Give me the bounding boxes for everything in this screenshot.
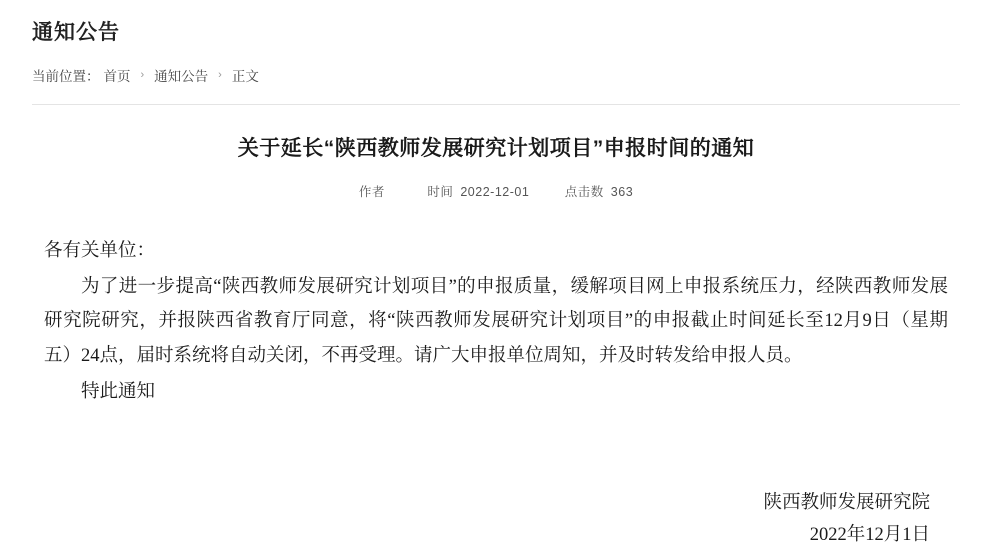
breadcrumb-item-notices[interactable]: 通知公告 [154, 69, 209, 85]
article-body [36, 234, 956, 409]
article-paragraph: 为了进一步提高“陕西教师发展研究计划项目”的申报质量，缓解项目网上申报系统压力，经陕西教师发展研究院研究，并报陕西省教育厅同意，将“陕西教师发展研究计划项目”的申报截止时间延长至12月9日（星期五）24点，届时系统将自动关闭，不再受理。请广大申报单位周知，并及时转发给申报人员。 [44, 277, 948, 366]
signature-date: 2022年12月1日 [809, 525, 930, 546]
breadcrumb [32, 65, 960, 85]
meta-time-label: 时间 [427, 184, 454, 199]
meta-author-label: 作者 [358, 184, 385, 199]
meta-hits [565, 182, 633, 200]
article-title: 关于延长“陕西教师发展研究计划项目”申报时间的通知 [237, 137, 755, 161]
breadcrumb-label: 当前位置： [32, 69, 100, 85]
page-title: 通知公告 [32, 21, 120, 44]
meta-time [427, 182, 529, 200]
chevron-right-icon: › [218, 69, 222, 82]
article [32, 133, 960, 551]
meta-hits-value: 363 [610, 184, 634, 199]
meta-hits-label: 点击数 [564, 184, 604, 199]
article-paragraph: 特此通知 [81, 381, 156, 402]
divider [32, 104, 960, 105]
meta-time-value: 2022-12-01 [460, 184, 530, 199]
signature-org: 陕西教师发展研究院 [763, 492, 930, 513]
breadcrumb-item-current: 正文 [231, 69, 259, 85]
article-meta [36, 182, 956, 200]
article-signature [36, 487, 956, 552]
meta-author [359, 182, 392, 200]
article-paragraph: 各有关单位： [44, 240, 156, 261]
chevron-right-icon: › [140, 69, 145, 82]
breadcrumb-item-home[interactable]: 首页 [103, 69, 131, 85]
